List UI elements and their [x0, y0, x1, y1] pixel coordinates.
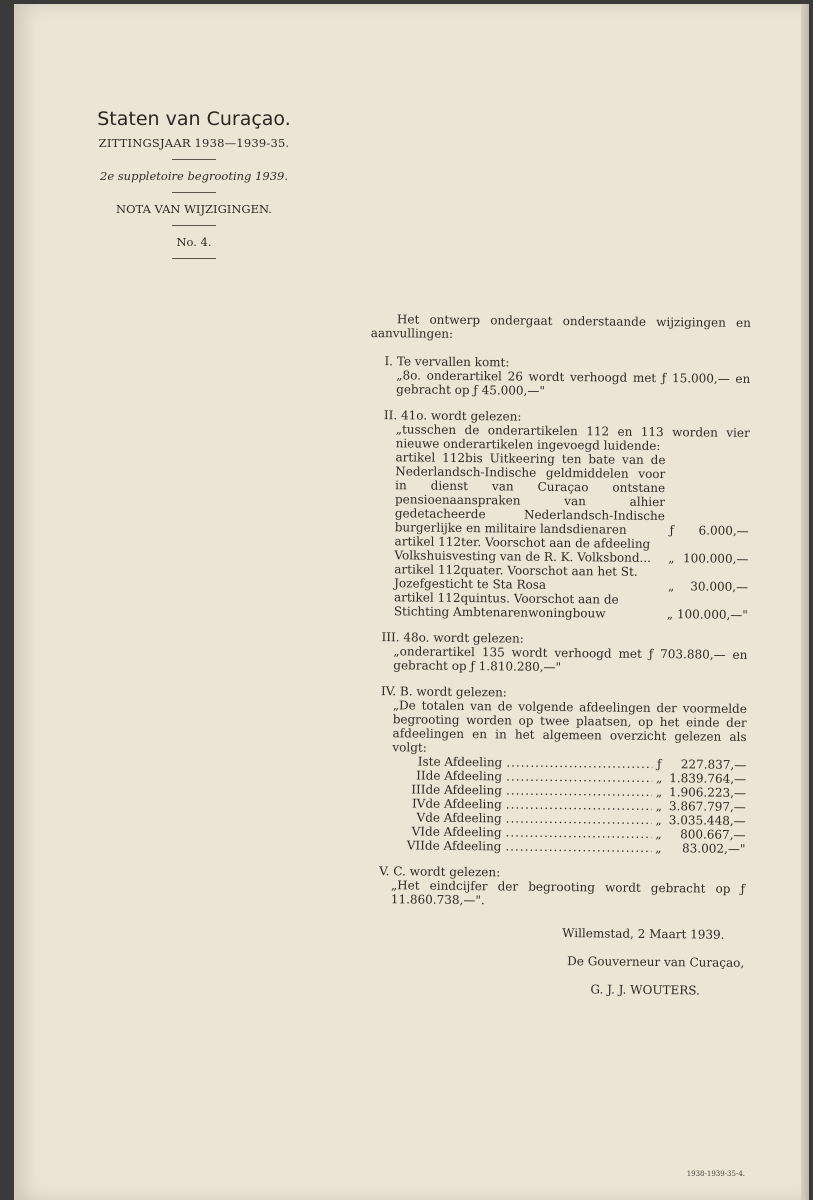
divider [172, 225, 216, 226]
signatory-role: De Gouverneur van Curaçao, [567, 954, 745, 970]
total-amount: 3.867.797,— [668, 799, 746, 814]
article-amount: 100.000,— [682, 551, 749, 566]
doc-type: NOTA VAN WIJZIGINGEN. [116, 202, 272, 216]
article-label: artikel 112bis Uitkeering ten bate van de Nederlandsch-Indische geldmiddelen voor in dienst van Curaçao ontstane pensioenaanspraken van alhier gedetacheerde Nederlandsch-Indische burgerlijke en militaire landsdienaren [394, 450, 666, 537]
section-heading: V. C. wordt gelezen: [379, 864, 501, 880]
section-1 [370, 354, 750, 400]
total-amount: 1.906.223,— [669, 785, 747, 800]
section-text: „Het eindcijfer der begrooting wordt gebracht op ƒ 11.860.738,—". [390, 878, 746, 908]
article-label: artikel 112quintus. Voorschot aan de Stichting Ambtenarenwoningbouw [393, 590, 619, 621]
divider [172, 258, 216, 259]
total-label: VIIde Afdeeling [406, 838, 502, 854]
article-row [368, 562, 748, 594]
total-amount: 3.035.448,— [668, 813, 746, 828]
section-5 [365, 864, 745, 910]
page-edge [801, 4, 809, 1200]
total-amount: 83.002,—" [681, 841, 746, 856]
section-heading: I. Te vervallen komt: [384, 354, 510, 370]
article-label: artikel 112quater. Voorschot aan het St. Jozefgesticht te Sta Rosa [394, 562, 638, 592]
total-label: Vde Afdeeling [416, 810, 502, 826]
place-date: Willemstad, 2 Maart 1939. [562, 926, 725, 942]
article-row [368, 590, 748, 622]
total-label: VIde Afdeeling [411, 824, 502, 840]
article-row [368, 534, 748, 566]
total-amount: 800.667,— [680, 827, 746, 842]
currency: ƒ [669, 523, 675, 538]
section-text: „onderartikel 135 wordt verhoogd met ƒ 703.880,— en gebracht op ƒ 1.810.280,—" [393, 644, 748, 675]
total-label: IIIde Afdeeling [411, 782, 503, 798]
total-row [365, 838, 745, 856]
currency: ƒ [656, 757, 662, 772]
document-body [364, 312, 751, 1012]
doc-number: No. 4. [176, 235, 212, 249]
currency: „ [667, 579, 675, 594]
section-heading: IV. B. wordt gelezen: [380, 684, 507, 700]
total-amount: 1.839.764,— [669, 771, 747, 786]
currency: „ [668, 551, 675, 566]
section-text: „De totalen van de volgende afdeelingen der voormelde begrooting worden op twee plaatsen, op het einde der afdeelingen en in het algemeen overzicht gelezen als volgt: [392, 698, 747, 755]
currency: „ [655, 841, 662, 856]
total-label: Iste Afdeeling [417, 754, 503, 770]
section-heading: II. 41o. wordt gelezen: [383, 408, 522, 424]
article-amount: 30.000,— [690, 579, 749, 594]
currency: „ [655, 771, 663, 786]
section-4 [365, 684, 747, 856]
total-label: IVde Afdeeling [411, 796, 502, 812]
article-label: artikel 112ter. Voorschot aan de afdeeling Volkshuisvesting van de R. K. Volksbond... [394, 534, 652, 565]
divider [172, 159, 216, 160]
document-header [74, 108, 314, 268]
signatory-name: G. J. J. WOUTERS. [590, 982, 700, 998]
budget-title: 2e suppletoire begrooting 1939. [100, 169, 288, 183]
currency: „ [655, 799, 663, 814]
section-2 [368, 408, 750, 622]
currency: „ [655, 785, 663, 800]
session-year: ZITTINGSJAAR 1938—1939-35. [98, 136, 290, 150]
document-page [14, 4, 809, 1200]
article-amount: 6.000,— [698, 523, 749, 538]
divider [172, 192, 216, 193]
section-heading: III. 48o. wordt gelezen: [381, 630, 524, 646]
currency: „ [655, 813, 662, 828]
intro-paragraph: Het ontwerp ondergaat onderstaande wijzigingen en aanvullingen: [370, 312, 751, 341]
currency: „ [655, 827, 662, 842]
article-amount: 100.000,—" [676, 607, 748, 622]
signature-block [364, 924, 745, 998]
page-footer-code: 1938-1939-35-4. [686, 1170, 745, 1178]
section-3 [367, 630, 747, 676]
total-amount: 227.837,— [680, 757, 747, 772]
total-label: IIde Afdeeling [416, 768, 503, 784]
section-text: „8o. onderartikel 26 wordt verhoogd met ƒ 15.000,— en gebracht op ƒ 45.000,—" [396, 368, 751, 398]
document-title: Staten van Curaçao. [97, 108, 291, 130]
section-text: „tusschen de onderartikelen 112 en 113 worden vier nieuwe onderartikelen ingevoegd luidende: [395, 422, 750, 454]
currency: „ [666, 607, 674, 622]
article-row [369, 450, 750, 538]
